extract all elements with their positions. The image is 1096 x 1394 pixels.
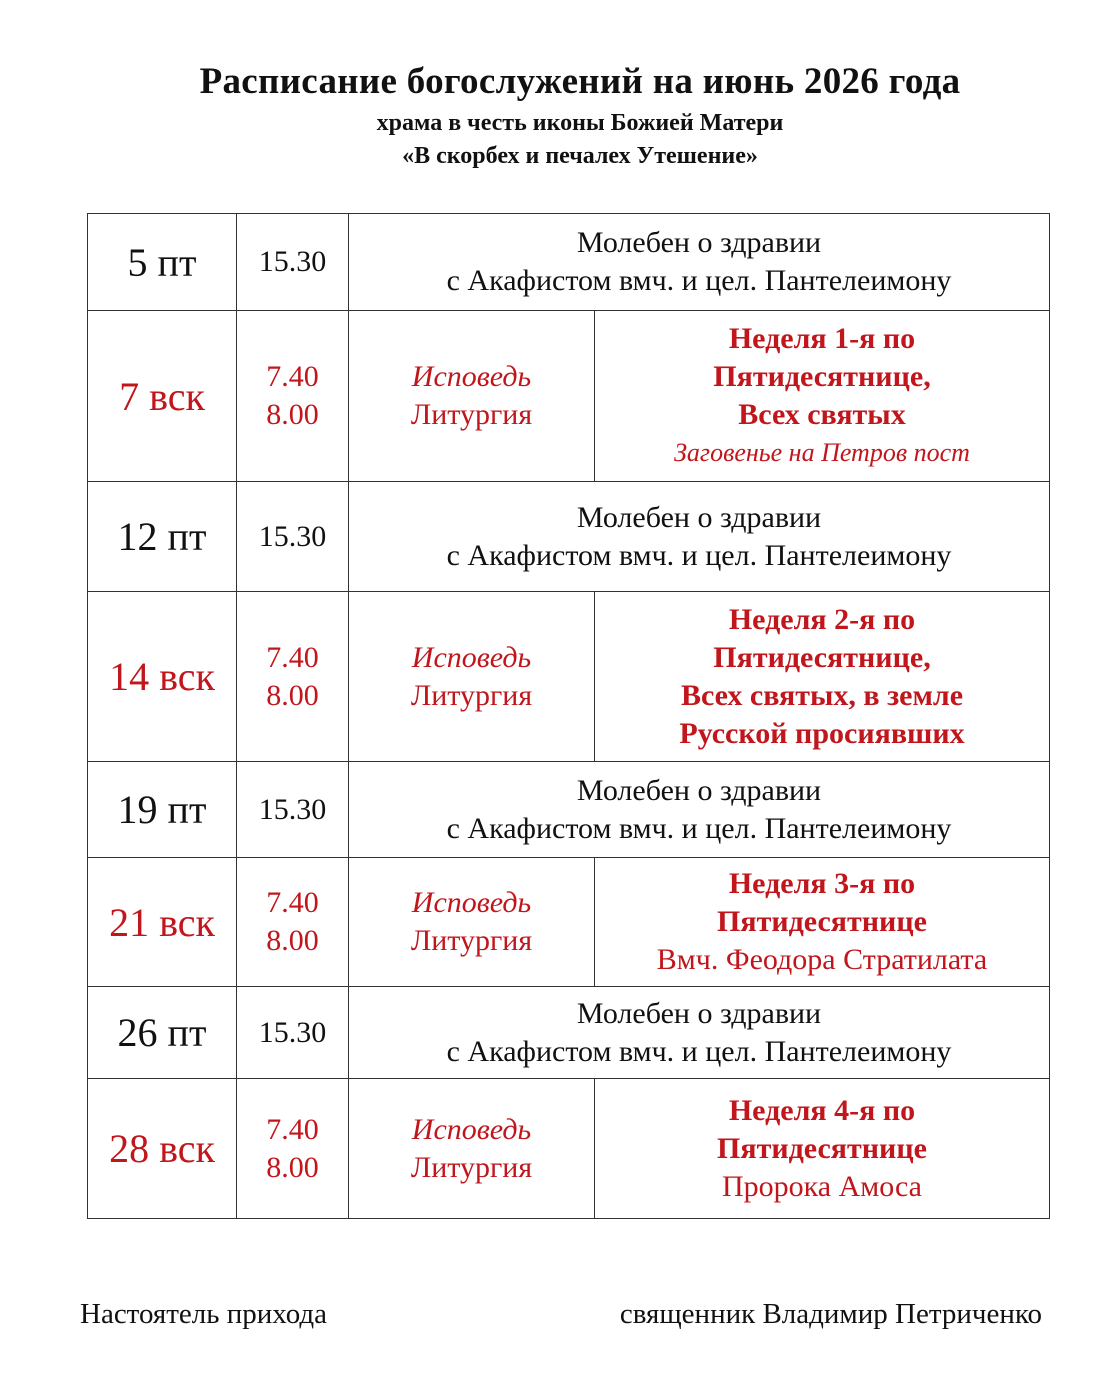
service-line: Молебен о здравии: [576, 996, 822, 1030]
date-cell: 7 вск: [88, 311, 237, 482]
time-cell: [237, 311, 349, 482]
service-cell: [349, 482, 1050, 592]
time-cell: 15.30: [237, 987, 349, 1079]
feast-line: Пятидесятнице: [717, 905, 927, 938]
service-cell: [349, 858, 595, 987]
schedule-row: [88, 1079, 1050, 1219]
feast-cell: [595, 311, 1050, 482]
date-cell: 21 вск: [88, 858, 237, 987]
time-cell: [237, 858, 349, 987]
page-subtitle-church: храма в честь иконы Божией Матери: [376, 110, 784, 136]
service-confession: Исповедь: [411, 360, 532, 393]
footer-rector-name: священник Владимир Петриченко: [619, 1298, 1042, 1330]
time-confession: 7.40: [266, 886, 319, 919]
service-cell: [349, 214, 1050, 311]
service-line: с Акафистом вмч. и цел. Пантелеимону: [446, 1034, 952, 1068]
feast-cell: [595, 858, 1050, 987]
schedule-row: [88, 858, 1050, 987]
time-confession: 7.40: [266, 1112, 319, 1146]
feast-line: Неделя 4-я по: [728, 1093, 916, 1127]
service-liturgy: Литургия: [410, 924, 533, 957]
service-line: с Акафистом вмч. и цел. Пантелеимону: [446, 538, 952, 572]
service-cell: [349, 987, 1050, 1079]
feast-line: Русской просиявших: [679, 716, 965, 750]
feast-note: Пророка Амоса: [722, 1169, 922, 1203]
feast-cell: [595, 1079, 1050, 1219]
service-cell: [349, 311, 595, 482]
date-cell: 5 пт: [88, 214, 237, 311]
service-line: Молебен о здравии: [576, 226, 822, 259]
service-cell: [349, 762, 1050, 858]
feast-line: Неделя 1-я по: [728, 322, 916, 355]
time-liturgy: 8.00: [266, 678, 319, 712]
footer-rector-label: Настоятель прихода: [80, 1298, 327, 1330]
service-liturgy: Литургия: [410, 678, 533, 712]
schedule-row: [88, 762, 1050, 858]
schedule-row: [88, 214, 1050, 311]
feast-line: Пятидесятнице,: [713, 360, 931, 393]
schedule-row: [88, 987, 1050, 1079]
time-cell: 15.30: [237, 214, 349, 311]
time-cell: [237, 592, 349, 762]
feast-cell: [595, 592, 1050, 762]
date-cell: 28 вск: [88, 1079, 237, 1219]
time-cell: 15.30: [237, 482, 349, 592]
time-cell: [237, 1079, 349, 1219]
feast-line: Пятидесятнице: [717, 1131, 927, 1165]
feast-line: Всех святых: [738, 398, 906, 431]
feast-note: Заговенье на Петров пост: [674, 438, 970, 467]
time-confession: 7.40: [266, 360, 319, 393]
time-liturgy: 8.00: [266, 398, 319, 431]
date-cell: 26 пт: [88, 987, 237, 1079]
feast-line: Всех святых, в земле: [680, 678, 964, 712]
date-cell: 19 пт: [88, 762, 237, 858]
feast-line: Пятидесятнице,: [713, 640, 931, 674]
page-title: Расписание богослужений на июнь 2026 года: [199, 61, 961, 102]
schedule-table: [87, 213, 1050, 1219]
service-confession: Исповедь: [411, 1112, 532, 1146]
time-cell: 15.30: [237, 762, 349, 858]
service-line: с Акафистом вмч. и цел. Пантелеимону: [446, 264, 952, 297]
service-liturgy: Литургия: [410, 398, 533, 431]
feast-line: Неделя 2-я по: [728, 602, 916, 636]
feast-line: Неделя 3-я по: [728, 867, 916, 900]
service-cell: [349, 592, 595, 762]
schedule-row: [88, 592, 1050, 762]
service-confession: Исповедь: [411, 886, 532, 919]
schedule-row: [88, 311, 1050, 482]
service-confession: Исповедь: [411, 640, 532, 674]
service-line: Молебен о здравии: [576, 500, 822, 534]
date-cell: 12 пт: [88, 482, 237, 592]
date-cell: 14 вск: [88, 592, 237, 762]
service-cell: [349, 1079, 595, 1219]
service-liturgy: Литургия: [410, 1150, 533, 1184]
feast-note: Вмч. Феодора Стратилата: [656, 943, 988, 976]
page-subtitle-icon-name: «В скорбех и печалех Утешение»: [402, 143, 758, 169]
time-confession: 7.40: [266, 640, 319, 674]
schedule-row: [88, 482, 1050, 592]
time-liturgy: 8.00: [266, 924, 319, 957]
service-line: с Акафистом вмч. и цел. Пантелеимону: [446, 811, 952, 845]
time-liturgy: 8.00: [266, 1150, 319, 1184]
service-line: Молебен о здравии: [576, 773, 822, 807]
